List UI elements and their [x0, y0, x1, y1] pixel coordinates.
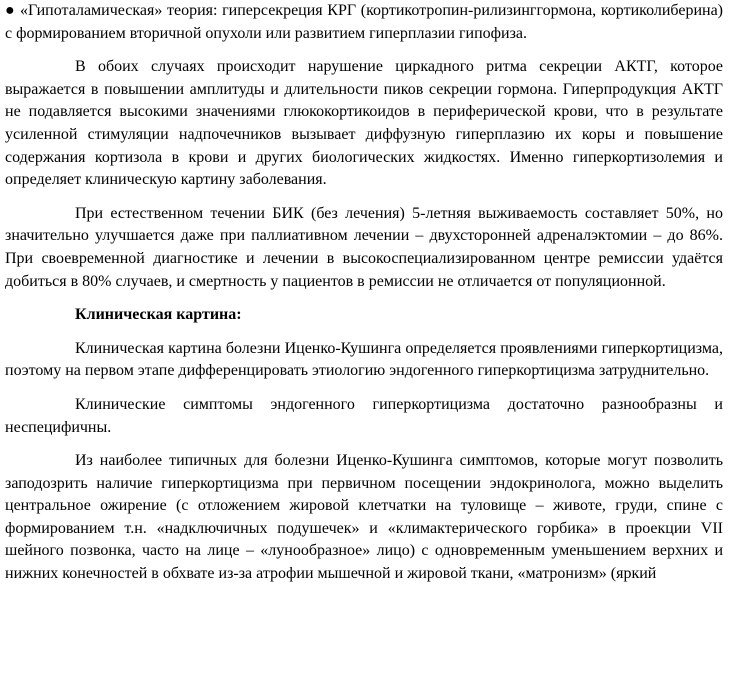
paragraph-acth-rhythm: В обоих случаях происходит нарушение циркадного ритма секреции АКТГ, которое выражается в повышении амплитуды и длительности пиков секреции гормона. Гиперпродукция АКТГ не подавляется высокими значениями глюкокортикоидов в периферической крови, что в результате усиленной стимуляции надпочечников вызывает диффузную гиперплазию их коры и повышение содержания кортизола в крови и других биологических жидкостях. Именно гиперкортизолемия и определяет клиническую картину заболевания.: [5, 58, 723, 189]
bullet-icon: ●: [5, 2, 16, 19]
section-heading: Клиническая картина:: [75, 306, 242, 324]
bullet-text: «Гипоталамическая» теория: гиперсекреция КРГ (кортикотропин-рилизинггормона, кортиколиберина) с формированием вторичной опухоли или развитием гиперплазии гипофиза.: [5, 2, 724, 42]
paragraph-symptoms: Клинические симптомы эндогенного гиперкортицизма достаточно разнообразны и неспецифичны.: [5, 395, 723, 436]
bullet-paragraph: [5, 0, 723, 45]
paragraph-typical-symptoms: Из наиболее типичных для болезни Иценко-Кушинга симптомов, которые могут позволить заподозрить наличие гиперкортицизма при первичном посещении эндокринолога, можно выделить центральное ожирение (с отложением жировой клетчатки на туловище – животе, груди, спине с формированием т.н. «надключичных подушечек» и «климактерического горбика» в проекции VII шейного позвонка, часто на лице – «лунообразное» лицо) с одновременным уменьшением верхних и нижних конечностей в обхвате из-за атрофии мышечной и жировой ткани, «матронизм» (яркий: [5, 452, 723, 583]
paragraph-survival: При естественном течении БИК (без лечения) 5-летняя выживаемость составляет 50%, но значительно улучшается даже при паллиативном лечении – двухсторонней адреналэктомии – до 86%. При своевременной диагностике и лечении в высокоспециализированном центре ремиссии удаётся добиться в 80% случаев, и смертность у пациентов в ремиссии не отличается от популяционной.: [5, 204, 723, 290]
paragraph-clinical-picture: Клиническая картина болезни Иценко-Кушинга определяется проявлениями гиперкортицизма, поэтому на первом этапе дифференцировать этиологию эндогенного гиперкортицизма затруднительно.: [5, 339, 723, 380]
document-page: [5, 0, 723, 586]
